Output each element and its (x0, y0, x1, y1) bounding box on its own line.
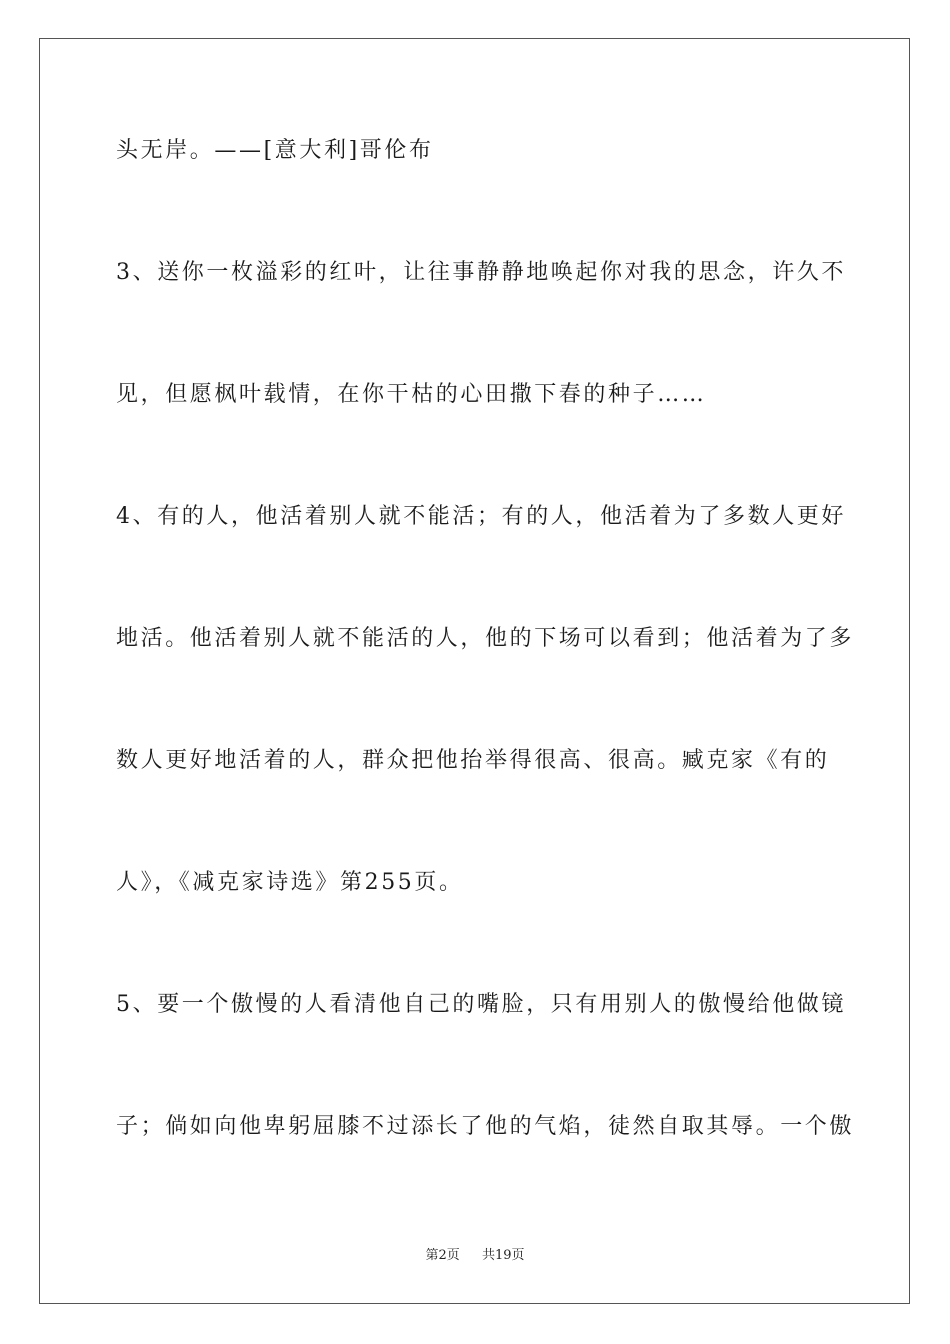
text-line-2: 3、送你一枚溢彩的红叶，让往事静静地唤起你对我的思念，许久不 (116, 260, 846, 285)
page-footer (0, 1247, 950, 1265)
text-line-3: 见，但愿枫叶载情，在你干枯的心田撒下春的种子…… (116, 382, 707, 407)
text-line-5: 地活。他活着别人就不能活的人，他的下场可以看到；他活着为了多 (116, 626, 855, 651)
text-line-7: 人》，《减克家诗选》第255页。 (116, 870, 464, 895)
total-pages: 共19页 (482, 1248, 525, 1263)
page-number: 第2页 (425, 1248, 460, 1263)
text-line-8: 5、要一个傲慢的人看清他自己的嘴脸，只有用别人的傲慢给他做镜 (116, 992, 846, 1017)
text-line-1: 头无岸。——[意大利]哥伦布 (116, 138, 434, 163)
text-line-4: 4、有的人，他活着别人就不能活；有的人，他活着为了多数人更好 (116, 504, 846, 529)
text-line-6: 数人更好地活着的人，群众把他抬举得很高、很高。臧克家《有的 (116, 748, 830, 773)
text-line-9: 子；倘如向他卑躬屈膝不过添长了他的气焰，徒然自取其辱。一个傲 (116, 1114, 855, 1139)
